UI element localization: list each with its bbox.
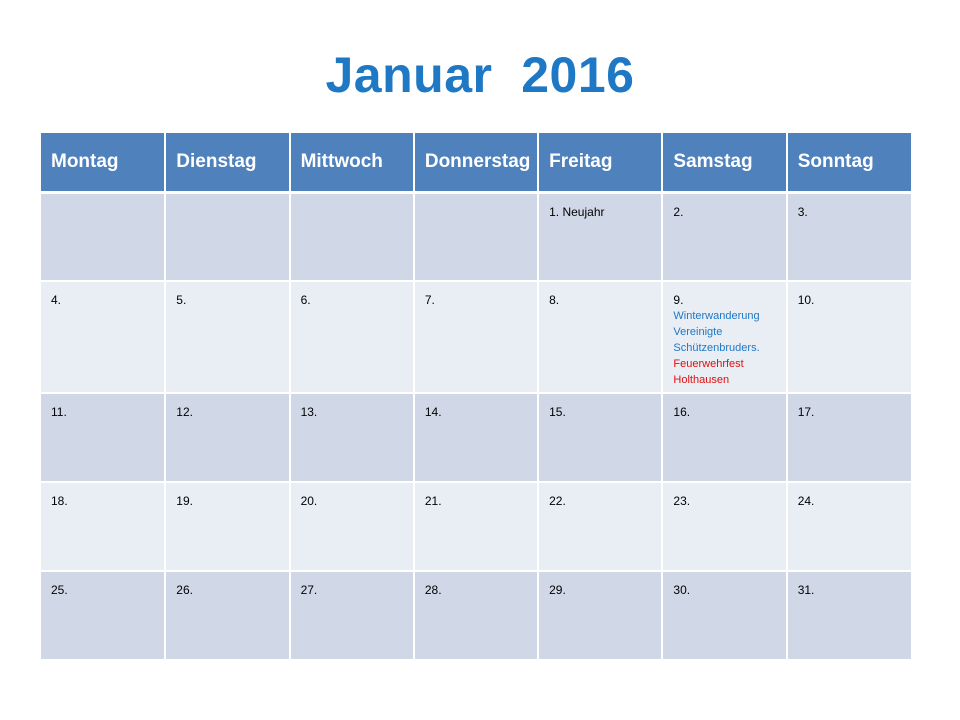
day-cell (165, 192, 289, 281)
day-number: 2. (673, 204, 684, 219)
day-cell (662, 192, 786, 281)
day-cell (165, 571, 289, 660)
event-winterwanderung: Winterwanderung Vereinigte Schützenbruders. (673, 310, 760, 354)
day-cell (662, 393, 786, 482)
day-number: 4. (51, 293, 62, 307)
week-row (41, 393, 911, 482)
day-number: 3. (797, 204, 808, 219)
day-number: 27. (300, 583, 318, 597)
day-number: 1. Neujahr (549, 204, 605, 219)
week-row (41, 482, 911, 571)
day-cell (787, 281, 911, 393)
day-cell (290, 192, 414, 281)
day-cell (165, 281, 289, 393)
weekday-header-saturday: Samstag (662, 133, 786, 192)
day-cell (787, 393, 911, 482)
week-row (41, 571, 911, 660)
day-number: 18. (51, 494, 68, 508)
day-number: 15. (549, 405, 566, 419)
day-number: 12. (176, 405, 193, 419)
day-cell (538, 482, 662, 571)
day-number: 17. (797, 405, 815, 419)
day-number: 7. (424, 293, 435, 307)
weekday-header-thursday: Donnerstag (414, 133, 538, 192)
day-cell (165, 482, 289, 571)
day-number: 10. (797, 293, 815, 307)
day-cell (662, 281, 786, 393)
day-cell (290, 482, 414, 571)
day-number: 30. (673, 583, 691, 597)
day-number: 26. (176, 583, 193, 597)
day-number: 9. (673, 293, 684, 307)
day-cell (787, 482, 911, 571)
day-cell (538, 571, 662, 660)
day-number: 8. (549, 293, 560, 307)
day-number: 19. (176, 494, 193, 508)
day-cell (41, 192, 165, 281)
day-cell (41, 281, 165, 393)
day-number: 20. (300, 494, 318, 508)
day-cell (787, 192, 911, 281)
calendar-table (41, 133, 911, 661)
day-cell (290, 281, 414, 393)
day-cell (662, 571, 786, 660)
day-number: 13. (300, 405, 318, 419)
day-number: 28. (424, 583, 442, 597)
day-cell (41, 393, 165, 482)
week-row (41, 192, 911, 281)
day-cell (165, 393, 289, 482)
weekday-header-sunday: Sonntag (787, 133, 911, 192)
day-number: 25. (51, 583, 68, 597)
day-number: 14. (424, 405, 442, 419)
day-cell (538, 281, 662, 393)
day-number: 22. (549, 494, 566, 508)
event-feuerwehrfest: Feuerwehrfest Holthausen (673, 358, 744, 386)
day-cell (414, 571, 538, 660)
weekday-header-wednesday: Mittwoch (290, 133, 414, 192)
day-cell (290, 393, 414, 482)
weekday-header-row (41, 133, 911, 192)
day-cell (41, 482, 165, 571)
day-number: 11. (51, 405, 67, 419)
week-row (41, 281, 911, 393)
day-cell (290, 571, 414, 660)
day-number: 31. (797, 583, 815, 597)
day-cell (787, 571, 911, 660)
weekday-header-tuesday: Dienstag (165, 133, 289, 192)
day-cell (538, 192, 662, 281)
day-cell (414, 192, 538, 281)
day-number: 24. (797, 494, 815, 508)
day-cell (662, 482, 786, 571)
day-cell (41, 571, 165, 660)
day-cell (414, 393, 538, 482)
day-number: 16. (673, 405, 691, 419)
day-number: 29. (549, 583, 566, 597)
day-number: 21. (424, 494, 442, 508)
day-cell (538, 393, 662, 482)
day-cell (414, 281, 538, 393)
day-number: 23. (673, 494, 691, 508)
day-cell (414, 482, 538, 571)
page-title: Januar 2016 (325, 47, 635, 103)
weekday-header-friday: Freitag (538, 133, 662, 192)
weekday-header-monday: Montag (41, 133, 165, 192)
day-number: 6. (300, 293, 311, 307)
day-number: 5. (176, 293, 187, 307)
